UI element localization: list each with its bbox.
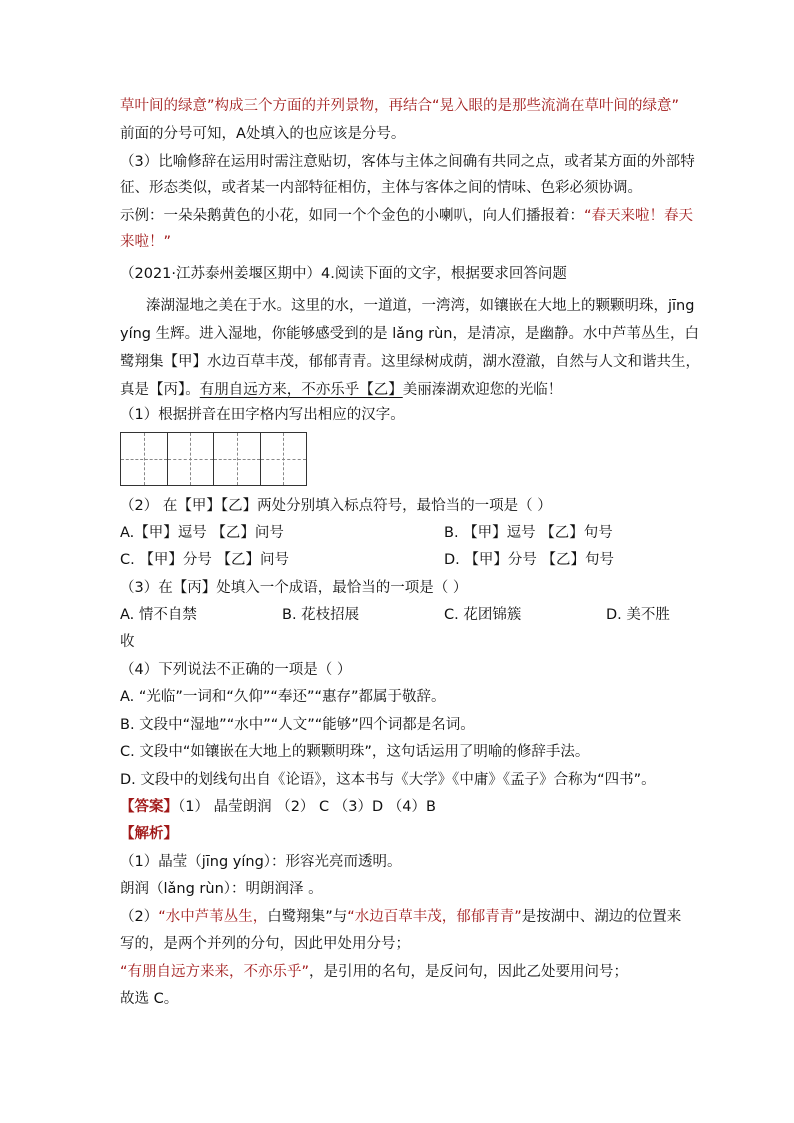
para2-line3 [120, 206, 693, 226]
example-quote: “春天来啦！春天 [584, 208, 694, 224]
grid-cell[interactable] [121, 433, 168, 485]
question-header: （2021·江苏泰州姜堰区期中）4.阅读下面的文字，根据要求回答问题 [120, 266, 567, 282]
para2-line4: 来啦！” [120, 234, 172, 250]
q4-option-a: A. “光临”一词和“久仰”“奉还”“惠存”都属于敬辞。 [120, 689, 446, 705]
tianzige-grid[interactable] [120, 432, 307, 486]
analysis-and: 与 [332, 909, 348, 925]
q3-prompt: （3）在【丙】处填入一个成语，最恰当的一项是（ ） [120, 580, 468, 596]
q4-option-c: C. 文段中“如镶嵌在大地上的颗颗明珠”，这句话运用了明喻的修辞手法。 [120, 744, 590, 760]
q3-option-b: B. 花枝招展 [282, 607, 360, 623]
q3-option-c: C. 花团锦簇 [444, 607, 522, 623]
q2-option-b: B. 【甲】逗号 【乙】句号 [444, 525, 613, 541]
analysis-label: 【解析】 [120, 826, 178, 842]
grid-cell[interactable] [168, 433, 215, 485]
analysis-line4: 写的，是两个并列的分句，因此甲处用分号； [120, 936, 410, 952]
example-text: 示例：一朵朵鹅黄色的小花，如同一个个金色的小喇叭，向人们播报着： [120, 208, 584, 224]
underlined-quote: 有朋自远方来，不亦乐乎【乙】 [199, 382, 403, 398]
grid-cell[interactable] [214, 433, 261, 485]
para1-line1: 草叶间的绿意”构成三个方面的并列景物，再结合“晃入眼的是那些流淌在草叶间的绿意” [120, 98, 680, 114]
analysis-line1: （1）晶莹（jīng yíng）：形容光亮而透明。 [120, 854, 402, 870]
passage-end: 美丽溱湖欢迎您的光临！ [402, 382, 563, 398]
passage-text: 真是【丙】。 [120, 382, 200, 398]
answer-label: 【答案】 [120, 799, 178, 815]
analysis-line6: 故选 C。 [120, 991, 179, 1007]
para2-line1: （3）比喻修辞在运用时需注意贴切，客体与主体之间确有共同之点，或者某方面的外部特 [120, 154, 695, 170]
grid-cell[interactable] [261, 433, 307, 485]
analysis-line3 [120, 907, 681, 927]
q1-prompt: （1）根据拼音在田字格内写出相应的汉字。 [120, 407, 405, 423]
analysis-text2: ，是引用的名句，是反问句，因此乙处要用问号； [309, 964, 629, 980]
analysis-quote2: “水边百草丰茂，郁郁青青” [347, 909, 522, 925]
analysis-line2: 朗润（lǎng rùn）：明朗润泽 。 [120, 881, 323, 897]
q4-option-d: D. 文段中的划线句出自《论语》，这本书与《大学》《中庸》《孟子》合称为“四书”。 [120, 772, 656, 788]
analysis-quote1-cont: 白鹭翔集” [267, 909, 333, 925]
para2-line2: 征、形态类似，或者某一内部特征相仿，主体与客体之间的情味、色彩必须协调。 [120, 180, 642, 196]
q2-option-d: D. 【甲】分号 【乙】句号 [444, 552, 614, 568]
analysis-text: 是按湖中、湖边的位置来 [521, 909, 682, 925]
analysis-num: （2） [120, 909, 159, 925]
q4-option-b: B. 文段中“湿地”“水中”“人文”“能够”四个词都是名词。 [120, 717, 475, 733]
answer-text: （1） 晶莹朗润 （2） C （3）D （4）B [178, 799, 436, 815]
q4-prompt: （4）下列说法不正确的一项是（ ） [120, 662, 352, 678]
answer-line [120, 797, 436, 817]
analysis-quote1: “水中芦苇丛生， [158, 909, 268, 925]
passage-line2: yíng 生辉。进入湿地，你能够感受到的是 lǎng rùn，是清凉，是幽静。水中芦苇丛生，白 [120, 326, 699, 342]
q2-option-a: A.【甲】逗号 【乙】问号 [120, 525, 284, 541]
q3-option-a: A. 情不自禁 [120, 607, 197, 623]
analysis-quote3: “有朋自远方来来，不亦乐乎” [120, 964, 310, 980]
q3-option-d-cont: 收 [120, 634, 135, 650]
passage-line4 [120, 380, 562, 400]
passage-line1: 溱湖湿地之美在于水。这里的水，一道道，一湾湾，如镶嵌在大地上的颗颗明珠，jīng [146, 298, 695, 314]
q3-option-d: D. 美不胜 [606, 607, 670, 623]
q2-option-c: C. 【甲】分号 【乙】问号 [120, 552, 289, 568]
analysis-line5 [120, 962, 628, 982]
para1-line2: 前面的分号可知，A处填入的也应该是分号。 [120, 126, 406, 142]
passage-line3: 鹭翔集【甲】水边百草丰茂，郁郁青青。这里绿树成荫，湖水澄澈，自然与人文和谐共生， [120, 354, 700, 370]
q2-prompt: （2） 在【甲】【乙】两处分别填入标点符号，最恰当的一项是（ ） [120, 498, 552, 514]
